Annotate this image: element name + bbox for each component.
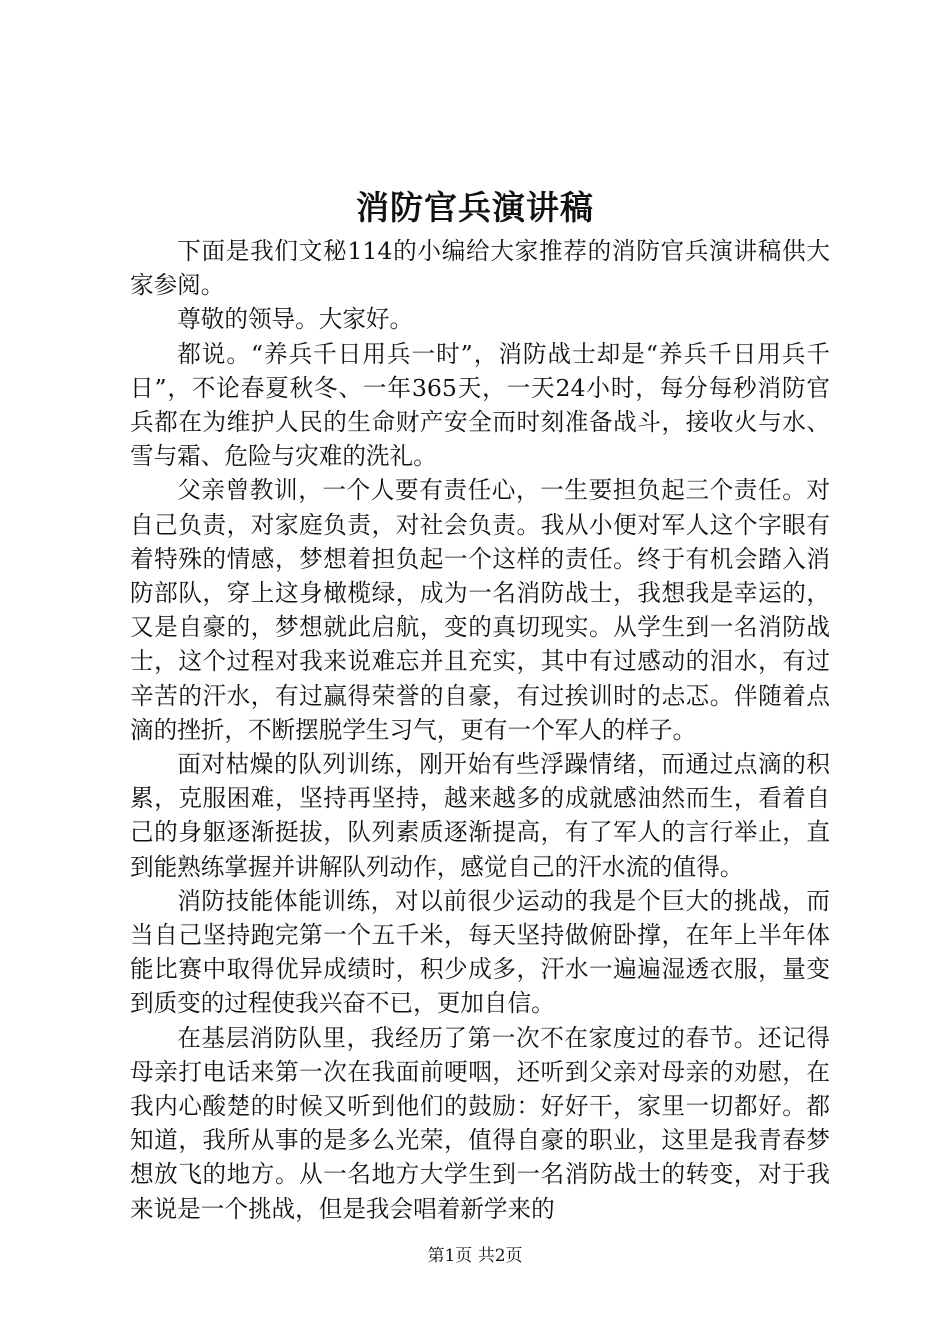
document-body [130, 234, 830, 1226]
paragraph-drill-training: 面对枯燥的队列训练，刚开始有些浮躁情绪，而通过点滴的积累，克服困难，坚持再坚持，越来越多的成就感油然而生，看着自己的身躯逐渐挺拔，队列素质逐渐提高，有了军人的言行举止，直到能熟练掌握并讲解队列动作，感觉自己的汗水流的值得。 [130, 750, 830, 881]
paragraph-greeting: 尊敬的领导。大家好。 [177, 305, 414, 334]
page-footer: 第1页 共2页 [427, 1246, 523, 1266]
paragraph-intro: 下面是我们文秘114的小编给大家推荐的消防官兵演讲稿供大家参阅。 [130, 237, 830, 300]
paragraph-fitness-training: 消防技能体能训练，对以前很少运动的我是个巨大的挑战，而当自己坚持跑完第一个五千米，每天坚持做俯卧撑，在年上半年体能比赛中取得优异成绩时，积少成多，汗水一遍遍湿透衣服，量变到质变的过程使我兴奋不已，更加自信。 [130, 886, 830, 1018]
paragraph-responsibility: 父亲曾教训，一个人要有责任心，一生要担负起三个责任。对自己负责，对家庭负责，对社会负责。我从小便对军人这个字眼有着特殊的情感，梦想着担负起一个这样的责任。终于有机会踏入消防部队，穿上这身橄榄绿，成为一名消防战士，我想我是幸运的，又是自豪的，梦想就此启航，变的真切现实。从学生到一名消防战士，这个过程对我来说难忘并且充实，其中有过感动的泪水，有过辛苦的汗水，有过赢得荣誉的自豪，有过挨训时的忐忑。伴随着点滴的挫折，不断摆脱学生习气，更有一个军人的样子。 [130, 476, 830, 744]
document-title: 消防官兵演讲稿 [356, 188, 594, 227]
paragraph-spring-festival: 在基层消防队里，我经历了第一次不在家度过的春节。还记得母亲打电话来第一次在我面前哽咽，还听到父亲对母亲的劝慰，在我内心酸楚的时候又听到他们的鼓励：好好干，家里一切都好。都知道，我所从事的是多么光荣，值得自豪的职业，这里是我青春梦想放飞的地方。从一名地方大学生到一名消防战士的转变，对于我来说是一个挑战，但是我会唱着新学来的 [130, 1023, 830, 1223]
paragraph-saying: 都说。“养兵千日用兵一时”，消防战士却是“养兵千日用兵千日”，不论春夏秋冬、一年365天，一天24小时，每分每秒消防官兵都在为维护人民的生命财产安全而时刻准备战斗，接收火与水、雪与霜、危险与灾难的洗礼。 [130, 339, 830, 471]
